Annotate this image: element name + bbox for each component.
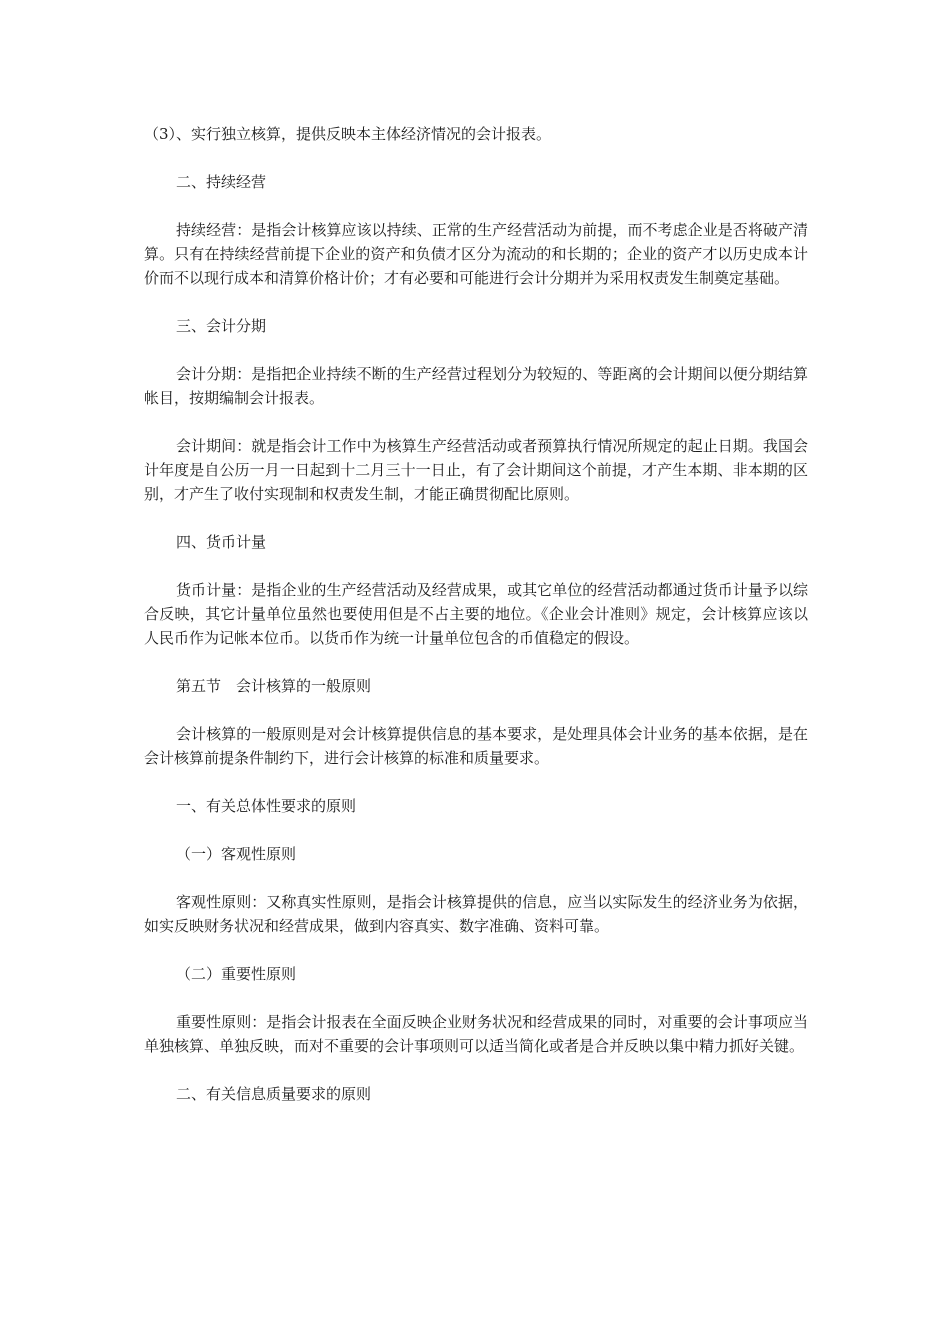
heading-materiality: （二）重要性原则: [176, 965, 297, 983]
heading-going-concern: 二、持续经营: [176, 173, 267, 191]
paragraph-materiality: 重要性原则：是指会计报表在全面反映企业财务状况和经营成果的同时，对重要的会计事项应当单独核算、单独反映，而对不重要的会计事项则可以适当简化或者是合并反映以集中精力抓好关键。: [144, 1013, 808, 1055]
paragraph-independent-accounting: （3）、实行独立核算，提供反映本主体经济情况的会计报表。: [144, 125, 552, 143]
heading-section-five: 第五节 会计核算的一般原则: [176, 677, 372, 695]
paragraph-general-principles: 会计核算的一般原则是对会计核算提供信息的基本要求，是处理具体会计业务的基本依据，是在会计核算前提条件制约下，进行会计核算的标准和质量要求。: [144, 725, 808, 767]
paragraph-going-concern: 持续经营：是指会计核算应该以持续、正常的生产经营活动为前提，而不考虑企业是否将破产清算。只有在持续经营前提下企业的资产和负债才区分为流动的和长期的；企业的资产才以历史成本计价而不以现行成本和清算价格计价；才有必要和可能进行会计分期并为采用权责发生制奠定基础。: [144, 221, 808, 287]
paragraph-objectivity: 客观性原则：又称真实性原则，是指会计核算提供的信息，应当以实际发生的经济业务为依据，如实反映财务状况和经营成果，做到内容真实、数字准确、资料可靠。: [144, 893, 808, 935]
heading-monetary-measurement: 四、货币计量: [176, 533, 267, 551]
heading-objectivity: （一）客观性原则: [176, 845, 297, 863]
paragraph-accounting-period-duration: 会计期间：就是指会计工作中为核算生产经营活动或者预算执行情况所规定的起止日期。我国会计年度是自公历一月一日起到十二月三十一日止，有了会计期间这个前提，才产生本期、非本期的区别，才产生了收付实现制和权责发生制，才能正确贯彻配比原则。: [144, 437, 808, 503]
heading-information-quality: 二、有关信息质量要求的原则: [176, 1085, 372, 1103]
heading-accounting-period: 三、会计分期: [176, 317, 267, 335]
document-page: [144, 122, 808, 1106]
paragraph-monetary-measurement: 货币计量：是指企业的生产经营活动及经营成果，或其它单位的经营活动都通过货币计量予以综合反映，其它计量单位虽然也要使用但是不占主要的地位。《企业会计准则》规定，会计核算应该以人民币作为记帐本位币。以货币作为统一计量单位包含的币值稳定的假设。: [144, 581, 808, 647]
heading-overall-requirements: 一、有关总体性要求的原则: [176, 797, 357, 815]
paragraph-accounting-period-definition: 会计分期：是指把企业持续不断的生产经营过程划分为较短的、等距离的会计期间以便分期结算帐目，按期编制会计报表。: [144, 365, 808, 407]
